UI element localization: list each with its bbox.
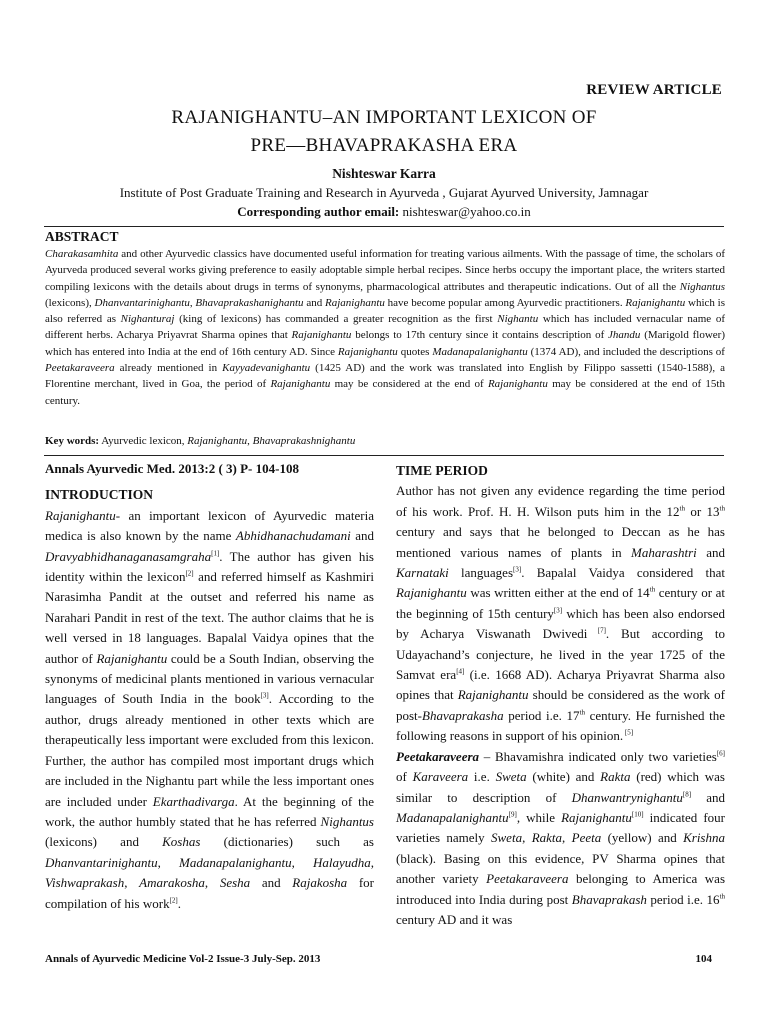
corr-label: Corresponding author email:: [237, 204, 400, 219]
article-title-line-1: RAJANIGHANTU–AN IMPORTANT LEXICON OF: [171, 107, 597, 128]
time-period-text: Author has not given any evidence regarding the time period of his work. Prof. H. H. Wilson puts him in the 12th or 13th century and says that he belonged to Deccan as he has mentioned various names of plants in Maharashtri and Karnataki languages[3]. Bapalal Vaidya considered that Rajanighantu was written either at the end of 14th century or at the beginning of 15th century[3] which has been also endorsed by Acharya Viswanath Dwivedi [7]. But according to Udayachand’s conjecture, he lived in the year 1725 of the Samvat era[4] (i.e. 1668 AD). Acharya Priyavrat Sharma also opines that Rajanighantu should be considered as the work of post-Bhavaprakasha period i.e. 17th century. He furnished the following reasons in support of his opinion. [5] Peetakaraveera – Bhavamishra indicated only two varieties[6] of Karaveera i.e. Sweta (white) and Rakta (red) which was similar to description of Dhanwantrynighantu[8] and Madanapalanighantu[9], while Rajanighantu[10] indicated four varieties namely Sweta, Rakta, Peeta (yellow) and Krishna (black). Basing on this evidence, PV Sharma opines that another variety Peetakaraveera belonging to America was introduced into India during post Bhavaprakash period i.e. 16th century AD and it was: [396, 483, 726, 927]
journal-citation: Annals Ayurvedic Med. 2013:2 ( 3) P- 104-108: [45, 461, 299, 476]
author-name: Nishteswar Karra: [332, 166, 436, 181]
introduction-text: Rajanighantu- an important lexicon of Ayurvedic materia medica is also known by the name Abhidhanachudamani and Dravyabhidhanaganasamgraha[1]. The author has given his identity within the lexicon[2] and referred himself as Kashmiri Narasimha Pandit at the outset and referred his name as Narahari Pandit in rest of the text. The author claims that he is well versed in 18 languages. Bapalal Vaidya opines that the author of Rajanighantu could be a South Indian, observing the synonyms of medicinal plants mentioned in various vernacular languages of South India in the book[3]. According to the author, drugs already mentioned in other texts which are therapeutically less important were excluded from this lexicon. Further, the author has compiled most important drugs which are included in the Nighantu part while the less important ones are included under Ekarthadivarga. At the beginning of the work, the author humbly stated that he has referred Nighantus (lexicons) and Koshas (dictionaries) such as Dhanvantarinighantu, Madanapalanighantu, Halayudha, Vishwaprakash, Amarakosha, Sesha and Rajakosha for compilation of his work[2].: [45, 507, 375, 911]
keywords: Key words: Ayurvedic lexicon, Rajanighantu, Bhavaprakashnighantu: [45, 435, 356, 447]
introduction-heading: INTRODUCTION: [45, 487, 154, 503]
abstract-top-rule: [44, 226, 724, 227]
abstract-body: Charakasamhita and other Ayurvedic classics have documented useful information for treating various ailments. With the passage of time, the scholars of Ayurveda produced several works giving preference to easily adoptable simple herbal recipes. Since herbs occupy the important place, the writers started compiling lexicons with the details about drugs in terms of synonyms, pharmacological attributes and therapeutic indications. Out of all the Nighantus (lexicons), Dhanvantarinighantu, Bhavaprakashanighantu and Rajanighantu have become popular among Ayurvedic practitioners. Rajanighantu which is also referred as Nighanturaj (king of lexicons) has commanded a greater recognition as the first Nighantu which has included vernacular name of different herbs. Acharya Priyavrat Sharma opines that Rajanighantu belongs to 17th century since it contains description of Jhandu (Marigold flower) which has entered into India at the end of 16th century AD. Since Rajanighantu quotes Madanapalanighantu (1374 AD), and included the descriptions of Peetakaraveera already mentioned in Kayyadevanighantu (1425 AD) and the work was translated into English by Filippo sassetti (1540-1588), a Florentine merchant, lived in Goa, the period of Rajanighantu may be considered at the end of Rajanighantu may be considered at the end of 15th century.: [45, 248, 725, 407]
right-column: [396, 459, 725, 930]
corresponding-author: [0, 204, 768, 220]
abstract-bottom-rule: [44, 455, 724, 456]
page-number: 104: [695, 953, 712, 965]
footer-journal: Annals of Ayurvedic Medicine Vol-2 Issue-3 July-Sep. 2013: [45, 953, 321, 965]
author-affiliation: Institute of Post Graduate Training and Research in Ayurveda , Gujarat Ayurved University, Jamnagar: [119, 185, 649, 200]
abstract-heading: ABSTRACT: [45, 229, 119, 244]
article-title-line-2: PRE—BHAVAPRAKASHA ERA: [250, 135, 518, 156]
corr-email[interactable]: nishteswar@yahoo.co.in: [399, 204, 531, 219]
time-period-heading: TIME PERIOD: [396, 463, 488, 478]
left-column: [45, 459, 374, 914]
article-type-label: REVIEW ARTICLE: [586, 82, 722, 98]
